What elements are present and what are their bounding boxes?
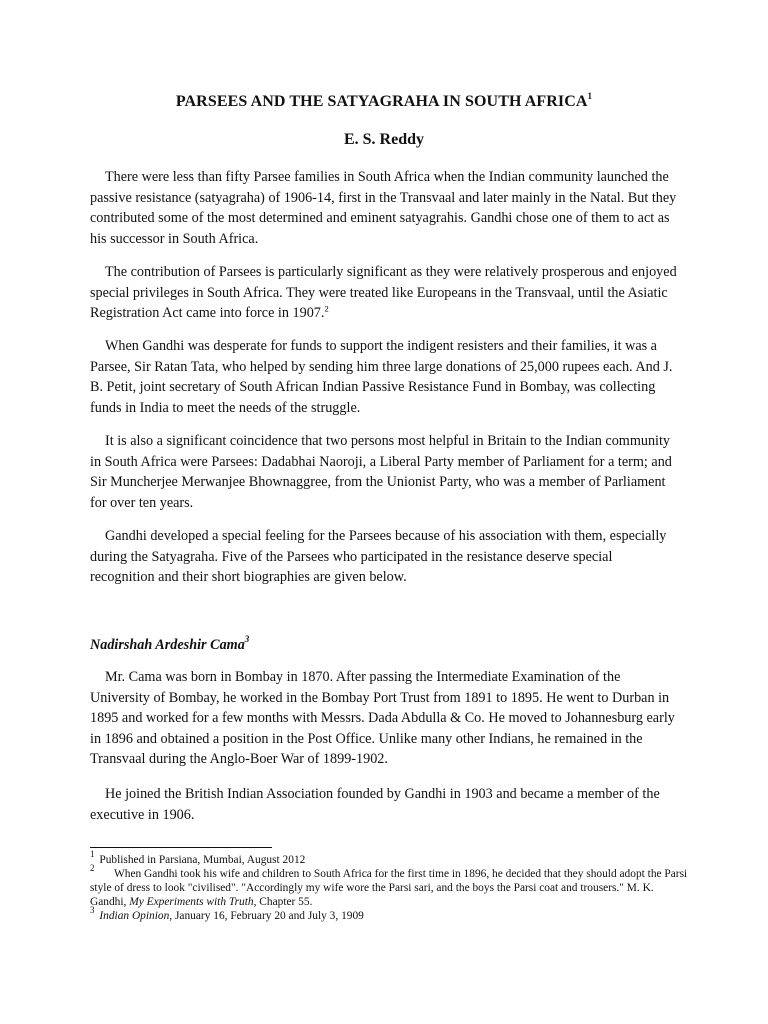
paragraph-1: [90, 167, 680, 249]
footnote-3-source: Indian Opinion: [99, 910, 170, 922]
footnote-2-book-title: My Experiments with Truth: [129, 896, 254, 908]
paragraph-text: It is also a significant coincidence that two persons most helpful in Britain to the Indian community in South Africa were Parsees: Dadabhai Naoroji, a Liberal Party member of Parliament for a term; and Sir Muncherjee Merwanjee Bhownaggree, from the Unionist Party, who was a member of Parliament for over ten years.: [90, 433, 672, 511]
paragraph-text: Mr. Cama was born in Bombay in 1870. After passing the Intermediate Examination of the University of Bombay, he worked in the Bombay Port Trust from 1891 to 1895. He went to Durban in 1895 and worked for a few months with Messrs. Dada Abdulla & Co. He moved to Johannesburg early in 1896 and obtained a position in the Post Office. Unlike many other Indians, he remained in the Transvaal during the Anglo-Boer War of 1899-1902.: [90, 669, 675, 768]
footnote-ref-3[interactable]: 3: [244, 634, 250, 645]
title-footnote-ref[interactable]: 1: [587, 90, 593, 101]
footnote-ref-2[interactable]: 2: [324, 303, 329, 314]
paragraph-text: He joined the British Indian Association founded by Gandhi in 1903 and became a member of the executive in 1906.: [90, 786, 660, 823]
paragraph-text-with-ref: [90, 262, 680, 324]
footnote-2-text-b: , Chapter 55.: [253, 896, 313, 908]
page-title: [0, 92, 768, 112]
title-text: PARSEES AND THE SATYAGRAHA IN SOUTH AFRICA: [175, 93, 588, 110]
paragraph-4: [90, 431, 680, 513]
paragraph-text: When Gandhi was desperate for funds to support the indigent resisters and their families, it was a Parsee, Sir Ratan Tata, who helped by sending him three large donations of 25,000 rupees each. And J. B. Petit, joint secretary of South African Indian Passive Resistance Fund in Bombay, was collecting funds in India to meet the needs of the struggle.: [90, 338, 673, 416]
author-name: E. S. Reddy: [343, 131, 425, 148]
footnote-2-text-a: When Gandhi took his wife and children to South Africa for the first time in 1896, he decided that they should adopt the Parsi style of dress to look "civilised". "Accordingly my wife wore the Parsi sari, and the boys the Parsi coat and trousers." M. K. Gandhi,: [90, 868, 688, 908]
paragraph-text: There were less than fifty Parsee families in South Africa when the Indian community launched the passive resistance (satyagraha) of 1906-14, first in the Transvaal and later mainly in the Natal. But they contributed some of the most determined and eminent satyagrahis. Gandhi chose one of them to act as his successor in South Africa.: [90, 169, 677, 247]
section-heading: [90, 635, 249, 655]
paragraph-3: [90, 336, 680, 418]
paragraph-2: [90, 262, 680, 324]
footnote-2: $^2$ When Gandhi took his wife and children to South Africa for the first time in 1896, he decided that they should adopt the Parsi style of dress to look "civilised". "Accordingly my wife wore the Parsi sari, and the boys the Parsi coat and trousers." M. K. Gandhi, My Experiments with Truth, Chapter 55.: [90, 863, 688, 908]
paragraph-text: Gandhi developed a special feeling for the Parsees because of his association with them, especially during the Satyagraha. Five of the Parsees who participated in the resistance deserve special recognition and their short biographies are given below.: [90, 528, 667, 586]
paragraph-text: The contribution of Parsees is particularly significant as they were relatively prosperous and enjoyed special privileges in South Africa. They were treated like Europeans in the Transvaal, until the Asiatic Registration Act came into force in 1907.: [90, 264, 677, 322]
section-heading-text: Nadirshah Ardeshir Cama: [90, 637, 245, 653]
footnote-1: $^1$ Published in Parsiana, Mumbai, August 2012: [90, 849, 306, 866]
paragraph-5: [90, 526, 680, 588]
footnote-divider: [90, 847, 272, 848]
footnotes: [90, 849, 690, 923]
footnote-1-text: Published in Parsiana, Mumbai, August 2012: [99, 854, 306, 866]
footnote-3: $^3$ Indian Opinion, January 16, February 20 and July 3, 1909: [90, 905, 364, 922]
footnote-3-text: , January 16, February 20 and July 3, 1909: [169, 910, 364, 922]
paragraph-6: [90, 667, 680, 770]
paragraph-7: [90, 784, 680, 825]
